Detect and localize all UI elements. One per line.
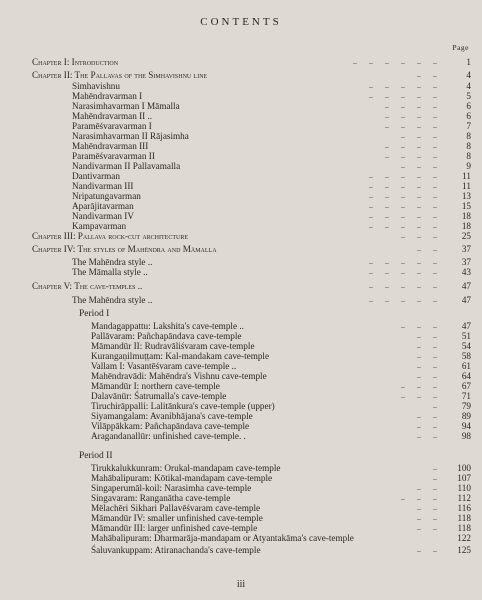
entry-title: Nandivarman IV [72,211,134,221]
dot-leader: .. .. .. .. .. [369,221,437,230]
dot-leader: .. .. .. .. .. [369,201,437,210]
entry-title: Vallam I: Vasantēśvaram cave-temple .. [91,361,237,371]
entry-page-number: 5 [466,91,471,101]
entry-title: Kurangaṇilmuṭṭam: Kal-mandakam cave-temple [91,351,270,361]
period-heading: Period II [79,451,113,461]
entry-title: Nandivarman III [72,181,134,191]
toc-entry[interactable] [0,545,482,555]
period-heading: Period I [79,309,110,319]
entry-page-number: 18 [461,221,471,231]
toc-entry[interactable] [0,161,482,171]
dot-leader: .. .. .. .. .. [369,191,437,200]
entry-title: Chapter IV: The styles of Mahēndra and Māmalla [32,244,217,254]
toc-entry[interactable] [0,493,482,503]
dot-leader: .. .. .. [401,493,437,502]
chapter-entry[interactable] [0,70,482,80]
entry-page-number: 116 [457,503,471,513]
dot-leader: .. .. .. .. [385,151,437,160]
chapter-entry[interactable] [0,244,482,254]
toc-entry[interactable] [0,431,482,441]
toc-entry[interactable] [0,111,482,121]
entry-page-number: 67 [461,381,471,391]
entry-page-number: 47 [461,321,471,331]
contents-heading: CONTENTS [200,16,282,28]
entry-title: The Mahēndra style .. [72,295,153,305]
entry-page-number: 6 [466,111,471,121]
dot-leader: .. .. .. .. .. .. [353,57,437,66]
entry-page-number: 61 [461,361,471,371]
toc-entry[interactable] [0,267,482,277]
dot-leader: .. .. [417,371,437,380]
toc-entry[interactable] [0,191,482,201]
entry-title: Māmandūr II: Rudravāliśvaram cave-temple [91,341,255,351]
toc-entry[interactable] [0,321,482,331]
entry-title: Siyamangalam: Avanibhājana's cave-temple [91,411,253,421]
toc-entry[interactable] [0,351,482,361]
entry-title: Chapter III: Pallava rock-cut architecture [32,231,189,241]
entry-page-number: 7 [466,121,471,131]
toc-entry[interactable] [0,421,482,431]
dot-leader: .. .. .. [401,131,437,140]
entry-page-number: 51 [461,331,471,341]
toc-entry[interactable] [0,171,482,181]
chapter-entry[interactable] [0,57,482,67]
toc-entry[interactable] [0,151,482,161]
dot-leader: .. .. .. .. [385,111,437,120]
entry-title: Kampavarman [72,221,127,231]
entry-page-number: 79 [461,401,471,411]
entry-page-number: 107 [457,473,471,483]
toc-entry[interactable] [0,331,482,341]
toc-entry[interactable] [0,411,482,421]
dot-leader: .. .. [417,244,437,253]
entry-title: Mandagappattu: Lakshita's cave-temple .. [91,321,244,331]
folio-number: iii [236,579,246,590]
entry-page-number: 15 [461,201,471,211]
dot-leader: .. .. .. .. .. [369,81,437,90]
entry-page-number: 94 [461,421,471,431]
dot-leader: .. .. .. .. .. [369,257,437,266]
entry-title: Mahēndravādi: Mahēndra's Vishnu cave-temple [91,371,267,381]
entry-title: Pallāvaram: Pañchapāndava cave-temple [91,331,242,341]
entry-page-number: 64 [461,371,471,381]
entry-title: Dalavānūr: Śatrumalla's cave-temple [91,391,227,401]
entry-title: Mahēndravarman III [72,141,149,151]
entry-page-number: 37 [461,257,471,267]
toc-entry[interactable] [0,91,482,101]
toc-entry[interactable] [0,81,482,91]
entry-page-number: 89 [461,411,471,421]
dot-leader: .. .. .. [401,231,437,240]
entry-title: Vilāppākkam: Pañchapāndava cave-temple [91,421,250,431]
entry-page-number: 11 [462,181,471,191]
toc-entry[interactable] [0,463,482,473]
entry-title: Mēlachēri Sikhari Pallavēśvaram cave-temple [91,503,261,513]
entry-page-number: 37 [461,244,471,254]
entry-page-number: 98 [461,431,471,441]
dot-leader: .. .. [417,351,437,360]
dot-leader: .. .. .. .. .. [369,281,437,290]
toc-entry[interactable] [0,401,482,411]
entry-title: Mahēndravarman I [72,91,143,101]
entry-title: Chapter I: Introduction [32,57,119,67]
entry-title: Mahābalipuram: Dharmarāja-mandapam or Atyantakāma's cave-temple [91,533,354,543]
dot-leader: .. .. .. .. [385,141,437,150]
dot-leader: .. .. [417,545,437,554]
entry-page-number: 112 [457,493,471,503]
dot-leader: .. .. [417,421,437,430]
toc-entry[interactable] [0,211,482,221]
toc-entry[interactable] [0,523,482,533]
entry-title: Mahābalipuram: Kōtikal-mandapam cave-temple [91,473,273,483]
entry-page-number: 4 [466,70,471,80]
entry-title: Māmandūr IV: smaller unfinished cave-temple [91,513,263,523]
dot-leader: .. .. .. .. [385,101,437,110]
dot-leader: .. [433,473,437,482]
toc-entry[interactable] [0,121,482,131]
dot-leader: .. .. .. .. .. [369,171,437,180]
toc-entry[interactable] [0,257,482,267]
dot-leader: .. .. [417,70,437,79]
dot-leader: .. .. .. .. .. [369,91,437,100]
dot-leader: .. .. .. [401,391,437,400]
entry-page-number: 13 [461,191,471,201]
dot-leader: .. .. .. .. .. [369,211,437,220]
entry-page-number: 125 [457,545,471,555]
dot-leader: .. .. [417,523,437,532]
entry-title: The Mahēndra style .. [72,257,153,267]
entry-page-number: 18 [461,211,471,221]
entry-page-number: 8 [466,151,471,161]
toc-entry[interactable] [0,381,482,391]
toc-entry[interactable] [0,533,482,543]
toc-entry[interactable] [0,131,482,141]
entry-page-number: 47 [461,281,471,291]
entry-title: Paramēśvaravarman I [72,121,152,131]
toc-entry[interactable] [0,341,482,351]
entry-title: Paramēśvaravarman II [72,151,155,161]
entry-title: Singavaram: Ranganātha cave-temple [91,493,231,503]
entry-page-number: 58 [461,351,471,361]
dot-leader: .. .. .. [401,321,437,330]
dot-leader: .. .. [417,331,437,340]
entry-title: Nripatungavarman [72,191,141,201]
entry-page-number: 43 [461,267,471,277]
entry-title: Narasimhavarman I Māmalla [72,101,180,111]
dot-leader: .. .. .. [401,161,437,170]
toc-entry[interactable] [0,483,482,493]
toc-entry[interactable] [0,473,482,483]
entry-title: Singaperumāl-koil: Narasimha cave-temple [91,483,252,493]
toc-entry[interactable] [0,181,482,191]
entry-title: Tirukkalukkunram: Orukal-mandapam cave-temple [91,463,281,473]
entry-page-number: 6 [466,101,471,111]
entry-title: Aragandanallūr: unfinished cave-temple. . [91,431,246,441]
entry-title: Nandivarman II Pallavamalla [72,161,181,171]
entry-page-number: 8 [466,131,471,141]
entry-page-number: 118 [457,523,471,533]
entry-page-number: 100 [457,463,471,473]
entry-page-number: 122 [457,533,471,543]
chapter-entry[interactable] [0,281,482,291]
entry-page-number: 118 [457,513,471,523]
toc-entry[interactable] [0,201,482,211]
entry-title: Chapter V: The cave-temples .. [32,281,143,291]
entry-title: Śaluvankuppam: Atiranachanda's cave-temple [91,545,261,555]
entry-page-number: 47 [461,295,471,305]
toc-entry[interactable] [0,371,482,381]
dot-leader: .. .. [417,513,437,522]
entry-title: Dantivarman [72,171,120,181]
dot-leader: .. .. .. .. .. [369,181,437,190]
dot-leader: .. .. .. .. .. [369,295,437,304]
entry-title: The Māmalla style .. [72,267,148,277]
dot-leader: .. .. [417,341,437,350]
page-column-header: Page [452,43,469,52]
toc-entry[interactable] [0,513,482,523]
entry-title: Tiruchirāppalli: Lalitānkura's cave-temple (upper) [91,401,275,411]
entry-page-number: 4 [466,81,471,91]
entry-title: Māmandūr III: larger unfinished cave-temple [91,523,258,533]
entry-page-number: 25 [461,231,471,241]
entry-page-number: 110 [457,483,471,493]
entry-page-number: 71 [461,391,471,401]
toc-entry[interactable] [0,503,482,513]
toc-entry[interactable] [0,295,482,305]
dot-leader: .. .. .. [401,381,437,390]
entry-title: Aparājitavarman [72,201,134,211]
dot-leader: .. .. [417,361,437,370]
dot-leader: .. .. .. .. .. [369,267,437,276]
entry-page-number: 11 [462,171,471,181]
toc-entry[interactable] [0,361,482,371]
dot-leader: .. [433,463,437,472]
entry-title: Simhavishnu [72,81,120,91]
dot-leader: .. [433,401,437,410]
toc-entry[interactable] [0,221,482,231]
entry-title: Mahēndravarman II .. [72,111,153,121]
entry-page-number: 8 [466,141,471,151]
entry-page-number: 54 [461,341,471,351]
toc-entry[interactable] [0,101,482,111]
chapter-entry[interactable] [0,231,482,241]
entry-title: Narasimhavarman II Rājasimha [72,131,189,141]
entry-title: Māmandūr I: northern cave-temple [91,381,220,391]
entry-title: Chapter II: The Pallavas of the Simhavishnu line [32,70,208,80]
dot-leader: .. .. .. .. [385,121,437,130]
dot-leader: .. .. [417,411,437,420]
entry-page-number: 1 [466,57,471,67]
dot-leader: .. .. [417,483,437,492]
toc-entry[interactable] [0,391,482,401]
toc-entry[interactable] [0,141,482,151]
entry-page-number: 9 [466,161,471,171]
dot-leader: .. .. [417,431,437,440]
dot-leader: .. .. [417,503,437,512]
